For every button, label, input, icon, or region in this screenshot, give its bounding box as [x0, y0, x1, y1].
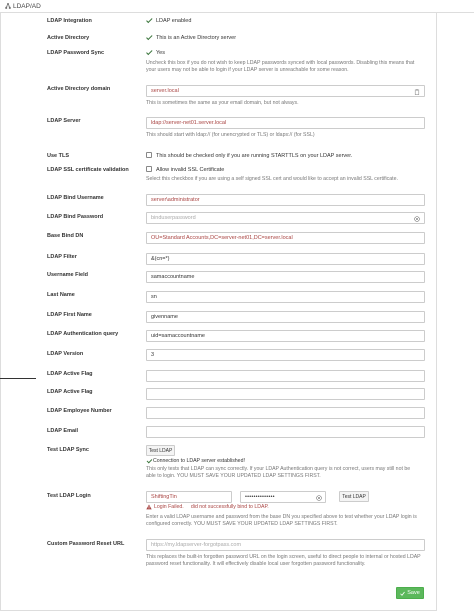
ldap-server-help: This should start with ldap:// (for unencrypted or TLS) or ldaps:// (for SSL): [146, 132, 315, 138]
test-login-error: [146, 504, 269, 510]
first-name-input[interactable]: [146, 311, 425, 323]
active-flag-input[interactable]: [146, 370, 425, 382]
test-login-username-value: ShiftingTin: [151, 494, 177, 500]
employee-number-input[interactable]: [146, 407, 425, 419]
ad-domain-input[interactable]: [146, 85, 425, 97]
ldap-filter-input[interactable]: [146, 253, 425, 265]
active-flag-label: LDAP Active Flag: [47, 371, 93, 377]
password-sync-label: LDAP Password Sync: [47, 50, 105, 56]
check-icon: [400, 591, 405, 596]
test-login-error-text: Login Failed. did not successfully bind to LDAP.: [154, 504, 269, 510]
ssl-validation-label: LDAP SSL certificate validation: [47, 167, 129, 173]
ldap-enabled-checkbox[interactable]: [146, 17, 152, 23]
ldap-version-input[interactable]: [146, 349, 425, 361]
ldap-server-label: LDAP Server: [47, 118, 81, 124]
base-dn-label: Base Bind DN: [47, 233, 84, 239]
reset-url-label: Custom Password Reset URL: [47, 541, 125, 547]
username-field-input[interactable]: [146, 271, 425, 283]
warning-icon: [146, 504, 152, 510]
ssl-validation-checkbox[interactable]: [146, 166, 152, 172]
ldap-version-label: LDAP Version: [47, 351, 84, 357]
first-name-value: givenname: [151, 314, 178, 320]
active-flag-2-label: LDAP Active Flag: [47, 389, 93, 395]
last-name-label: Last Name: [47, 292, 75, 298]
active-flag-2-input[interactable]: [146, 388, 425, 400]
ldap-filter-value: &(cn=*): [151, 256, 170, 262]
ssl-validation-help: Select this checkbox if you are using a self signed SSL cert and would like to accept an invalid SSL certificate.: [146, 176, 398, 182]
auth-query-label: LDAP Authentication query: [47, 331, 119, 337]
test-login-label: Test LDAP Login: [47, 493, 91, 499]
test-sync-label: Test LDAP Sync: [47, 447, 89, 453]
save-label: Save: [407, 590, 420, 596]
check-icon: [146, 459, 151, 464]
base-dn-input[interactable]: [146, 232, 425, 244]
bind-password-placeholder: binduserpassword: [151, 215, 196, 221]
auth-query-value: uid=samaccountname: [151, 333, 205, 339]
ldap-email-label: LDAP Email: [47, 428, 79, 434]
password-sync-help: Uncheck this box if you do not wish to keep LDAP passwords synced with local passwords. Disabling this means that your users may not be able to login if your LDAP server is unreachable for some reason.: [146, 60, 415, 74]
test-login-help: Enter a valid LDAP username and password from the base DN you specified above to test whether your LDAP login is configured correctly. YOU MUST SAVE YOUR UPDATED LDAP SETTINGS FIRST.: [146, 514, 417, 528]
ad-domain-value: server.local: [151, 88, 179, 94]
test-login-button[interactable]: Test LDAP: [339, 491, 369, 502]
auth-query-input[interactable]: [146, 330, 425, 342]
reset-url-placeholder: https://my.ldapserver-forgotpass.com: [151, 542, 242, 548]
eye-icon[interactable]: [414, 216, 420, 222]
bind-username-input[interactable]: [146, 194, 425, 206]
password-sync-checkbox[interactable]: [146, 49, 152, 55]
save-button[interactable]: [396, 587, 424, 599]
sitemap-icon: [5, 3, 11, 9]
bind-username-value: server\administrator: [151, 197, 200, 203]
base-dn-value: OU=Standard Accounts,DC=server-net01,DC=server.local: [151, 235, 293, 241]
test-sync-status: [146, 458, 245, 464]
active-directory-text: This is an Active Directory server: [156, 35, 237, 41]
ldap-filter-label: LDAP Filter: [47, 254, 77, 260]
first-name-label: LDAP First Name: [47, 312, 92, 318]
page-title: LDAP/AD: [13, 2, 41, 10]
use-tls-label: Use TLS: [47, 153, 70, 159]
side-divider: [0, 378, 36, 379]
last-name-value: sn: [151, 294, 157, 300]
ldap-enabled-text: LDAP enabled: [156, 18, 192, 24]
reset-url-input[interactable]: [146, 539, 425, 551]
ldap-server-input[interactable]: [146, 117, 425, 129]
eye-icon[interactable]: [316, 495, 322, 501]
ad-domain-help: This is sometimes the same as your email domain, but not always.: [146, 100, 299, 106]
ldap-email-input[interactable]: [146, 426, 425, 438]
password-sync-text: Yes: [156, 50, 165, 56]
use-tls-text: This should be checked only if you are running STARTTLS on your LDAP server.: [156, 153, 353, 159]
test-login-password-input[interactable]: [240, 491, 326, 503]
clipboard-icon[interactable]: [414, 89, 420, 95]
ssl-validation-text: Allow invalid SSL Certificate: [156, 167, 225, 173]
page-header: [0, 0, 474, 12]
employee-number-label: LDAP Employee Number: [47, 408, 112, 414]
bind-password-input[interactable]: [146, 212, 425, 224]
test-login-username-input[interactable]: [146, 491, 232, 503]
reset-url-help: This replaces the built-in forgotten password URL on the login screen, useful to direct people to internal or hosted LDAP password reset functionality. It will effectively disable local user forgotten password functionality.: [146, 554, 421, 568]
ldap-integration-label: LDAP Integration: [47, 18, 92, 24]
test-login-password-value: ••••••••••••••: [245, 494, 275, 500]
ad-domain-label: Active Directory domain: [47, 86, 111, 92]
ldap-server-value: ldap://server-net01.server.local: [151, 120, 227, 126]
last-name-input[interactable]: [146, 291, 425, 303]
use-tls-checkbox[interactable]: [146, 152, 152, 158]
username-field-value: samaccountname: [151, 274, 195, 280]
test-sync-button[interactable]: Test LDAP: [146, 445, 175, 456]
active-directory-checkbox[interactable]: [146, 34, 152, 40]
ldap-version-value: 3: [151, 352, 155, 358]
test-sync-help: This only tests that LDAP can sync correctly. If your LDAP Authentication query is not correct, users may still not be able to login. YOU MUST SAVE YOUR UPDATED LDAP SETTINGS FIRST.: [146, 466, 411, 480]
bind-password-label: LDAP Bind Password: [47, 214, 104, 220]
active-directory-label: Active Directory: [47, 35, 90, 41]
username-field-label: Username Field: [47, 272, 88, 278]
test-sync-status-text: Connection to LDAP server established!: [153, 458, 245, 464]
bind-username-label: LDAP Bind Username: [47, 195, 104, 201]
